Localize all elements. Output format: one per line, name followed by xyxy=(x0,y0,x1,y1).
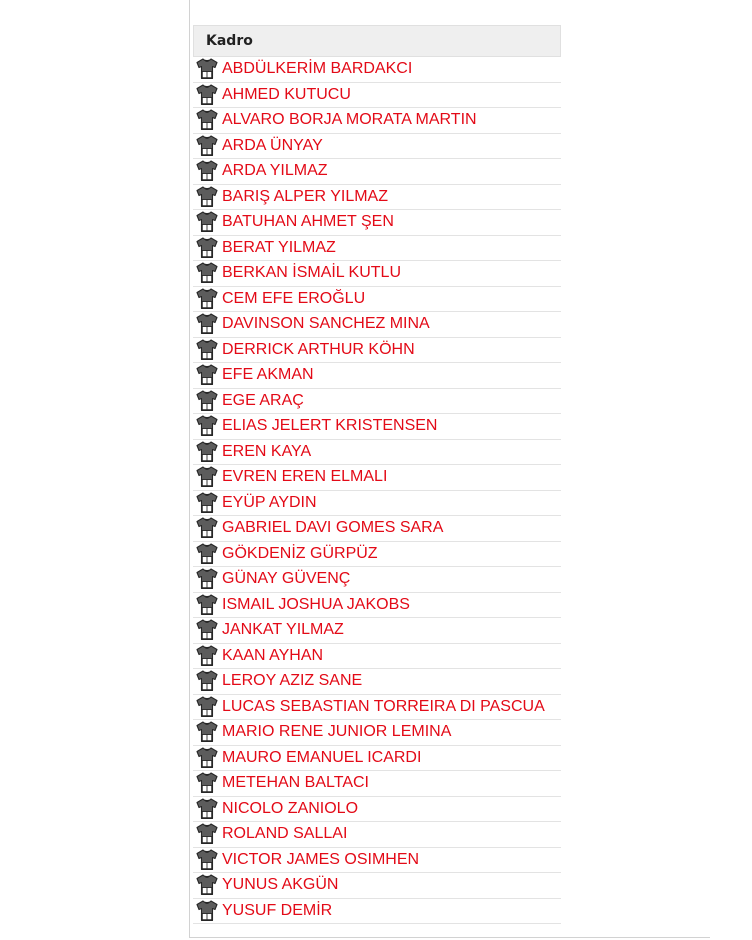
jersey-icon xyxy=(195,516,219,540)
player-row[interactable] xyxy=(193,899,561,925)
player-name-link[interactable]: YUNUS AKGÜN xyxy=(222,876,339,894)
jersey-icon xyxy=(195,746,219,770)
player-row[interactable] xyxy=(193,771,561,797)
player-name-link[interactable]: NICOLO ZANIOLO xyxy=(222,799,359,817)
jersey-icon xyxy=(195,261,219,285)
jersey-icon xyxy=(195,83,219,107)
jersey-icon xyxy=(195,57,219,81)
jersey-icon xyxy=(195,363,219,387)
player-row[interactable] xyxy=(193,822,561,848)
player-row[interactable] xyxy=(193,797,561,823)
player-name-link[interactable]: ISMAIL JOSHUA JAKOBS xyxy=(222,595,410,613)
player-row[interactable] xyxy=(193,491,561,517)
player-row[interactable] xyxy=(193,848,561,874)
jersey-icon xyxy=(195,899,219,923)
jersey-icon xyxy=(195,338,219,362)
player-row[interactable] xyxy=(193,261,561,287)
jersey-icon xyxy=(195,542,219,566)
player-name-link[interactable]: ROLAND SALLAI xyxy=(222,825,348,843)
player-name-link[interactable]: MAURO EMANUEL ICARDI xyxy=(222,748,422,766)
player-row[interactable] xyxy=(193,134,561,160)
jersey-icon xyxy=(195,210,219,234)
jersey-icon xyxy=(195,618,219,642)
jersey-icon xyxy=(195,848,219,872)
player-row[interactable] xyxy=(193,210,561,236)
player-name-link[interactable]: ARDA YILMAZ xyxy=(222,162,328,180)
jersey-icon xyxy=(195,567,219,591)
player-row[interactable] xyxy=(193,746,561,772)
jersey-icon xyxy=(195,669,219,693)
player-name-link[interactable]: GÜNAY GÜVENÇ xyxy=(222,570,351,588)
jersey-icon xyxy=(195,287,219,311)
player-name-link[interactable]: GABRIEL DAVI GOMES SARA xyxy=(222,519,444,537)
player-row[interactable] xyxy=(193,644,561,670)
player-row[interactable] xyxy=(193,338,561,364)
squad-header: Kadro xyxy=(193,25,561,57)
jersey-icon xyxy=(195,108,219,132)
player-name-link[interactable]: EYÜP AYDIN xyxy=(222,493,317,511)
jersey-icon xyxy=(195,822,219,846)
player-row[interactable] xyxy=(193,440,561,466)
player-row[interactable] xyxy=(193,389,561,415)
player-name-link[interactable]: EGE ARAÇ xyxy=(222,391,304,409)
player-name-link[interactable]: DAVINSON SANCHEZ MINA xyxy=(222,315,430,333)
player-name-link[interactable]: GÖKDENİZ GÜRPÜZ xyxy=(222,544,378,562)
player-name-link[interactable]: KAAN AYHAN xyxy=(222,646,324,664)
player-name-link[interactable]: ABDÜLKERİM BARDAKCI xyxy=(222,60,413,78)
player-row[interactable] xyxy=(193,516,561,542)
player-name-link[interactable]: AHMED KUTUCU xyxy=(222,85,351,103)
jersey-icon xyxy=(195,312,219,336)
player-row[interactable] xyxy=(193,695,561,721)
jersey-icon xyxy=(195,440,219,464)
player-row[interactable] xyxy=(193,108,561,134)
player-name-link[interactable]: JANKAT YILMAZ xyxy=(222,621,344,639)
jersey-icon xyxy=(195,873,219,897)
player-row[interactable] xyxy=(193,873,561,899)
player-row[interactable] xyxy=(193,669,561,695)
player-name-link[interactable]: BARIŞ ALPER YILMAZ xyxy=(222,187,388,205)
player-name-link[interactable]: BATUHAN AHMET ŞEN xyxy=(222,213,394,231)
player-row[interactable] xyxy=(193,236,561,262)
player-row[interactable] xyxy=(193,57,561,83)
player-name-link[interactable]: ARDA ÜNYAY xyxy=(222,136,323,154)
player-name-link[interactable]: ALVARO BORJA MORATA MARTIN xyxy=(222,111,477,129)
player-name-link[interactable]: LEROY AZIZ SANE xyxy=(222,672,363,690)
jersey-icon xyxy=(195,185,219,209)
jersey-icon xyxy=(195,695,219,719)
player-row[interactable] xyxy=(193,414,561,440)
player-name-link[interactable]: EREN KAYA xyxy=(222,442,312,460)
jersey-icon xyxy=(195,797,219,821)
jersey-icon xyxy=(195,159,219,183)
player-row[interactable] xyxy=(193,593,561,619)
jersey-icon xyxy=(195,644,219,668)
squad-table xyxy=(193,25,561,924)
player-name-link[interactable]: EFE AKMAN xyxy=(222,366,314,384)
player-row[interactable] xyxy=(193,618,561,644)
player-row[interactable] xyxy=(193,159,561,185)
player-list xyxy=(193,57,561,924)
jersey-icon xyxy=(195,465,219,489)
player-row[interactable] xyxy=(193,185,561,211)
jersey-icon xyxy=(195,236,219,260)
player-name-link[interactable]: BERAT YILMAZ xyxy=(222,238,336,256)
player-name-link[interactable]: DERRICK ARTHUR KÖHN xyxy=(222,340,415,358)
player-row[interactable] xyxy=(193,567,561,593)
jersey-icon xyxy=(195,720,219,744)
jersey-icon xyxy=(195,593,219,617)
player-name-link[interactable]: METEHAN BALTACI xyxy=(222,774,369,792)
jersey-icon xyxy=(195,134,219,158)
player-name-link[interactable]: ELIAS JELERT KRISTENSEN xyxy=(222,417,438,435)
player-row[interactable] xyxy=(193,542,561,568)
player-name-link[interactable]: YUSUF DEMİR xyxy=(222,901,333,919)
player-name-link[interactable]: LUCAS SEBASTIAN TORREIRA DI PASCUA xyxy=(222,697,545,715)
player-name-link[interactable]: BERKAN İSMAİL KUTLU xyxy=(222,264,402,282)
player-name-link[interactable]: CEM EFE EROĞLU xyxy=(222,289,366,307)
player-row[interactable] xyxy=(193,720,561,746)
player-name-link[interactable]: VICTOR JAMES OSIMHEN xyxy=(222,850,420,868)
player-row[interactable] xyxy=(193,363,561,389)
player-name-link[interactable]: MARIO RENE JUNIOR LEMINA xyxy=(222,723,452,741)
jersey-icon xyxy=(195,389,219,413)
jersey-icon xyxy=(195,414,219,438)
player-row[interactable] xyxy=(193,287,561,313)
player-row[interactable] xyxy=(193,312,561,338)
player-name-link[interactable]: EVREN EREN ELMALI xyxy=(222,468,388,486)
jersey-icon xyxy=(195,771,219,795)
jersey-icon xyxy=(195,491,219,515)
player-row[interactable] xyxy=(193,83,561,109)
player-row[interactable] xyxy=(193,465,561,491)
